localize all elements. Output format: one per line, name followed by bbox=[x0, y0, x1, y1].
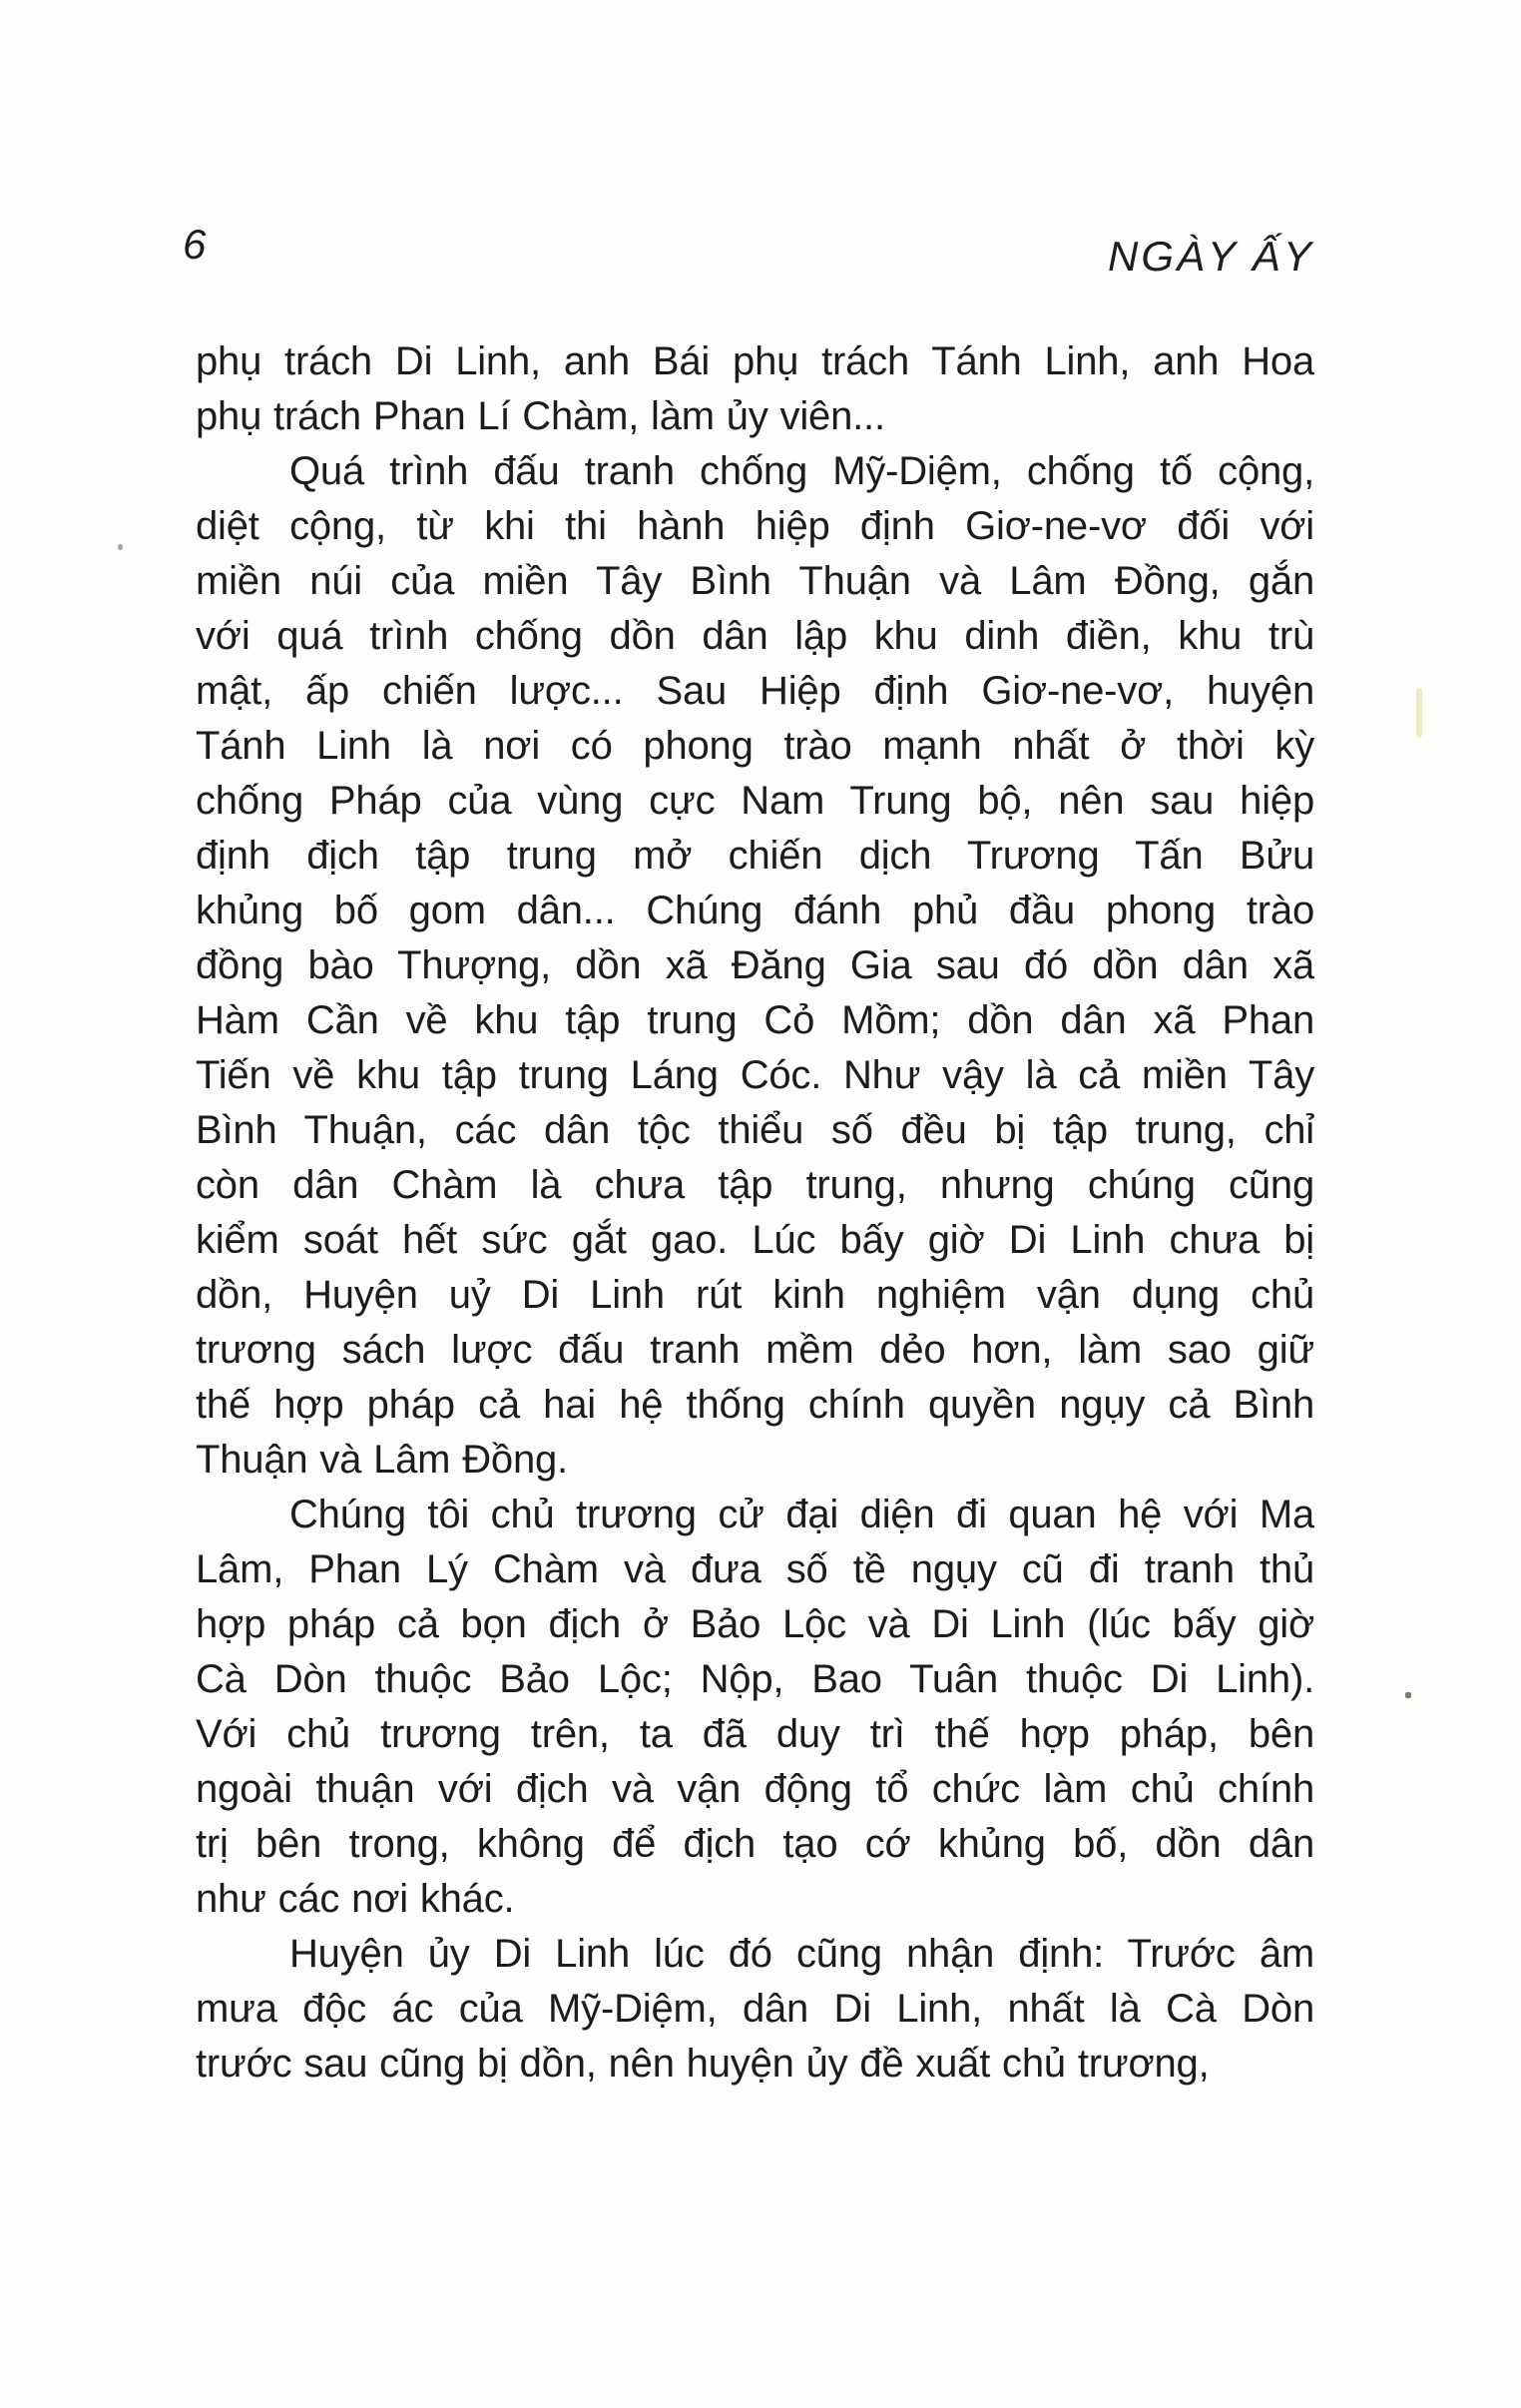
text-line: Lâm, Phan Lý Chàm và đưa số tề ngụy cũ đi tranh thủ bbox=[196, 1547, 1314, 1591]
text-line: như các nơi khác. bbox=[196, 1877, 515, 1921]
text-line: Quá trình đấu tranh chống Mỹ-Diệm, chống tố cộng, bbox=[289, 449, 1314, 493]
text-line: ngoài thuận với địch và vận động tổ chức làm chủ chính bbox=[196, 1767, 1314, 1811]
text-line: hợp pháp cả bọn địch ở Bảo Lộc và Di Linh (lúc bấy giờ bbox=[196, 1602, 1314, 1646]
text-line: Cà Dòn thuộc Bảo Lộc; Nộp, Bao Tuân thuộc Di Linh). bbox=[196, 1657, 1314, 1701]
text-line: trước sau cũng bị dồn, nên huyện ủy đề xuất chủ trương, bbox=[196, 2042, 1210, 2086]
scan-artifact-dot bbox=[118, 544, 123, 550]
text-line: định địch tập trung mở chiến dịch Trương Tấn Bửu bbox=[196, 834, 1314, 878]
text-line: Tánh Linh là nơi có phong trào mạnh nhất ở thời kỳ bbox=[196, 724, 1314, 768]
text-line: trương sách lược đấu tranh mềm dẻo hơn, làm sao giữ bbox=[196, 1328, 1314, 1372]
text-line: kiểm soát hết sức gắt gao. Lúc bấy giờ Di Linh chưa bị bbox=[196, 1218, 1314, 1262]
running-header-title: NGÀY ẤY bbox=[1108, 233, 1314, 280]
text-line: Tiến về khu tập trung Láng Cóc. Như vậy là cả miền Tây bbox=[196, 1053, 1314, 1097]
text-line: Chúng tôi chủ trương cử đại diện đi quan hệ với Ma bbox=[289, 1493, 1314, 1536]
text-line: mật, ấp chiến lược... Sau Hiệp định Giơ-ne-vơ, huyện bbox=[196, 669, 1314, 713]
text-line: chống Pháp của vùng cực Nam Trung bộ, nên sau hiệp bbox=[196, 779, 1314, 823]
text-line: Thuận và Lâm Đồng. bbox=[196, 1438, 568, 1482]
text-line: Bình Thuận, các dân tộc thiểu số đều bị tập trung, chỉ bbox=[196, 1108, 1314, 1152]
text-line: thế hợp pháp cả hai hệ thống chính quyền ngụy cả Bình bbox=[196, 1383, 1314, 1427]
text-line: mưa độc ác của Mỹ-Diệm, dân Di Linh, nhất là Cà Dòn bbox=[196, 1987, 1314, 2031]
text-line: Hàm Cần về khu tập trung Cỏ Mồm; dồn dân xã Phan bbox=[196, 998, 1314, 1042]
text-line: diệt cộng, từ khi thi hành hiệp định Giơ-ne-vơ đối với bbox=[196, 504, 1314, 548]
text-line: còn dân Chàm là chưa tập trung, nhưng chúng cũng bbox=[196, 1163, 1314, 1207]
body-text bbox=[196, 334, 1314, 2092]
text-line: dồn, Huyện uỷ Di Linh rút kinh nghiệm vận dụng chủ bbox=[196, 1273, 1314, 1317]
text-line: với quá trình chống dồn dân lập khu dinh điền, khu trù bbox=[196, 614, 1314, 658]
scan-artifact-streak bbox=[1416, 688, 1422, 738]
text-line: phụ trách Di Linh, anh Bái phụ trách Tánh Linh, anh Hoa bbox=[196, 339, 1314, 383]
page-number: 6 bbox=[183, 221, 207, 268]
text-line: miền núi của miền Tây Bình Thuận và Lâm Đồng, gắn bbox=[196, 559, 1314, 603]
text-line: Huyện ủy Di Linh lúc đó cũng nhận định: Trước âm bbox=[289, 1932, 1314, 1976]
text-line: trị bên trong, không để địch tạo cớ khủng bố, dồn dân bbox=[196, 1822, 1314, 1866]
text-line: đồng bào Thượng, dồn xã Đăng Gia sau đó dồn dân xã bbox=[196, 943, 1314, 987]
text-line: khủng bố gom dân... Chúng đánh phủ đầu phong trào bbox=[196, 889, 1314, 932]
text-line: phụ trách Phan Lí Chàm, làm ủy viên... bbox=[196, 394, 885, 438]
scan-artifact-speck bbox=[1405, 1692, 1411, 1698]
text-line: Với chủ trương trên, ta đã duy trì thế hợp pháp, bên bbox=[196, 1712, 1314, 1756]
